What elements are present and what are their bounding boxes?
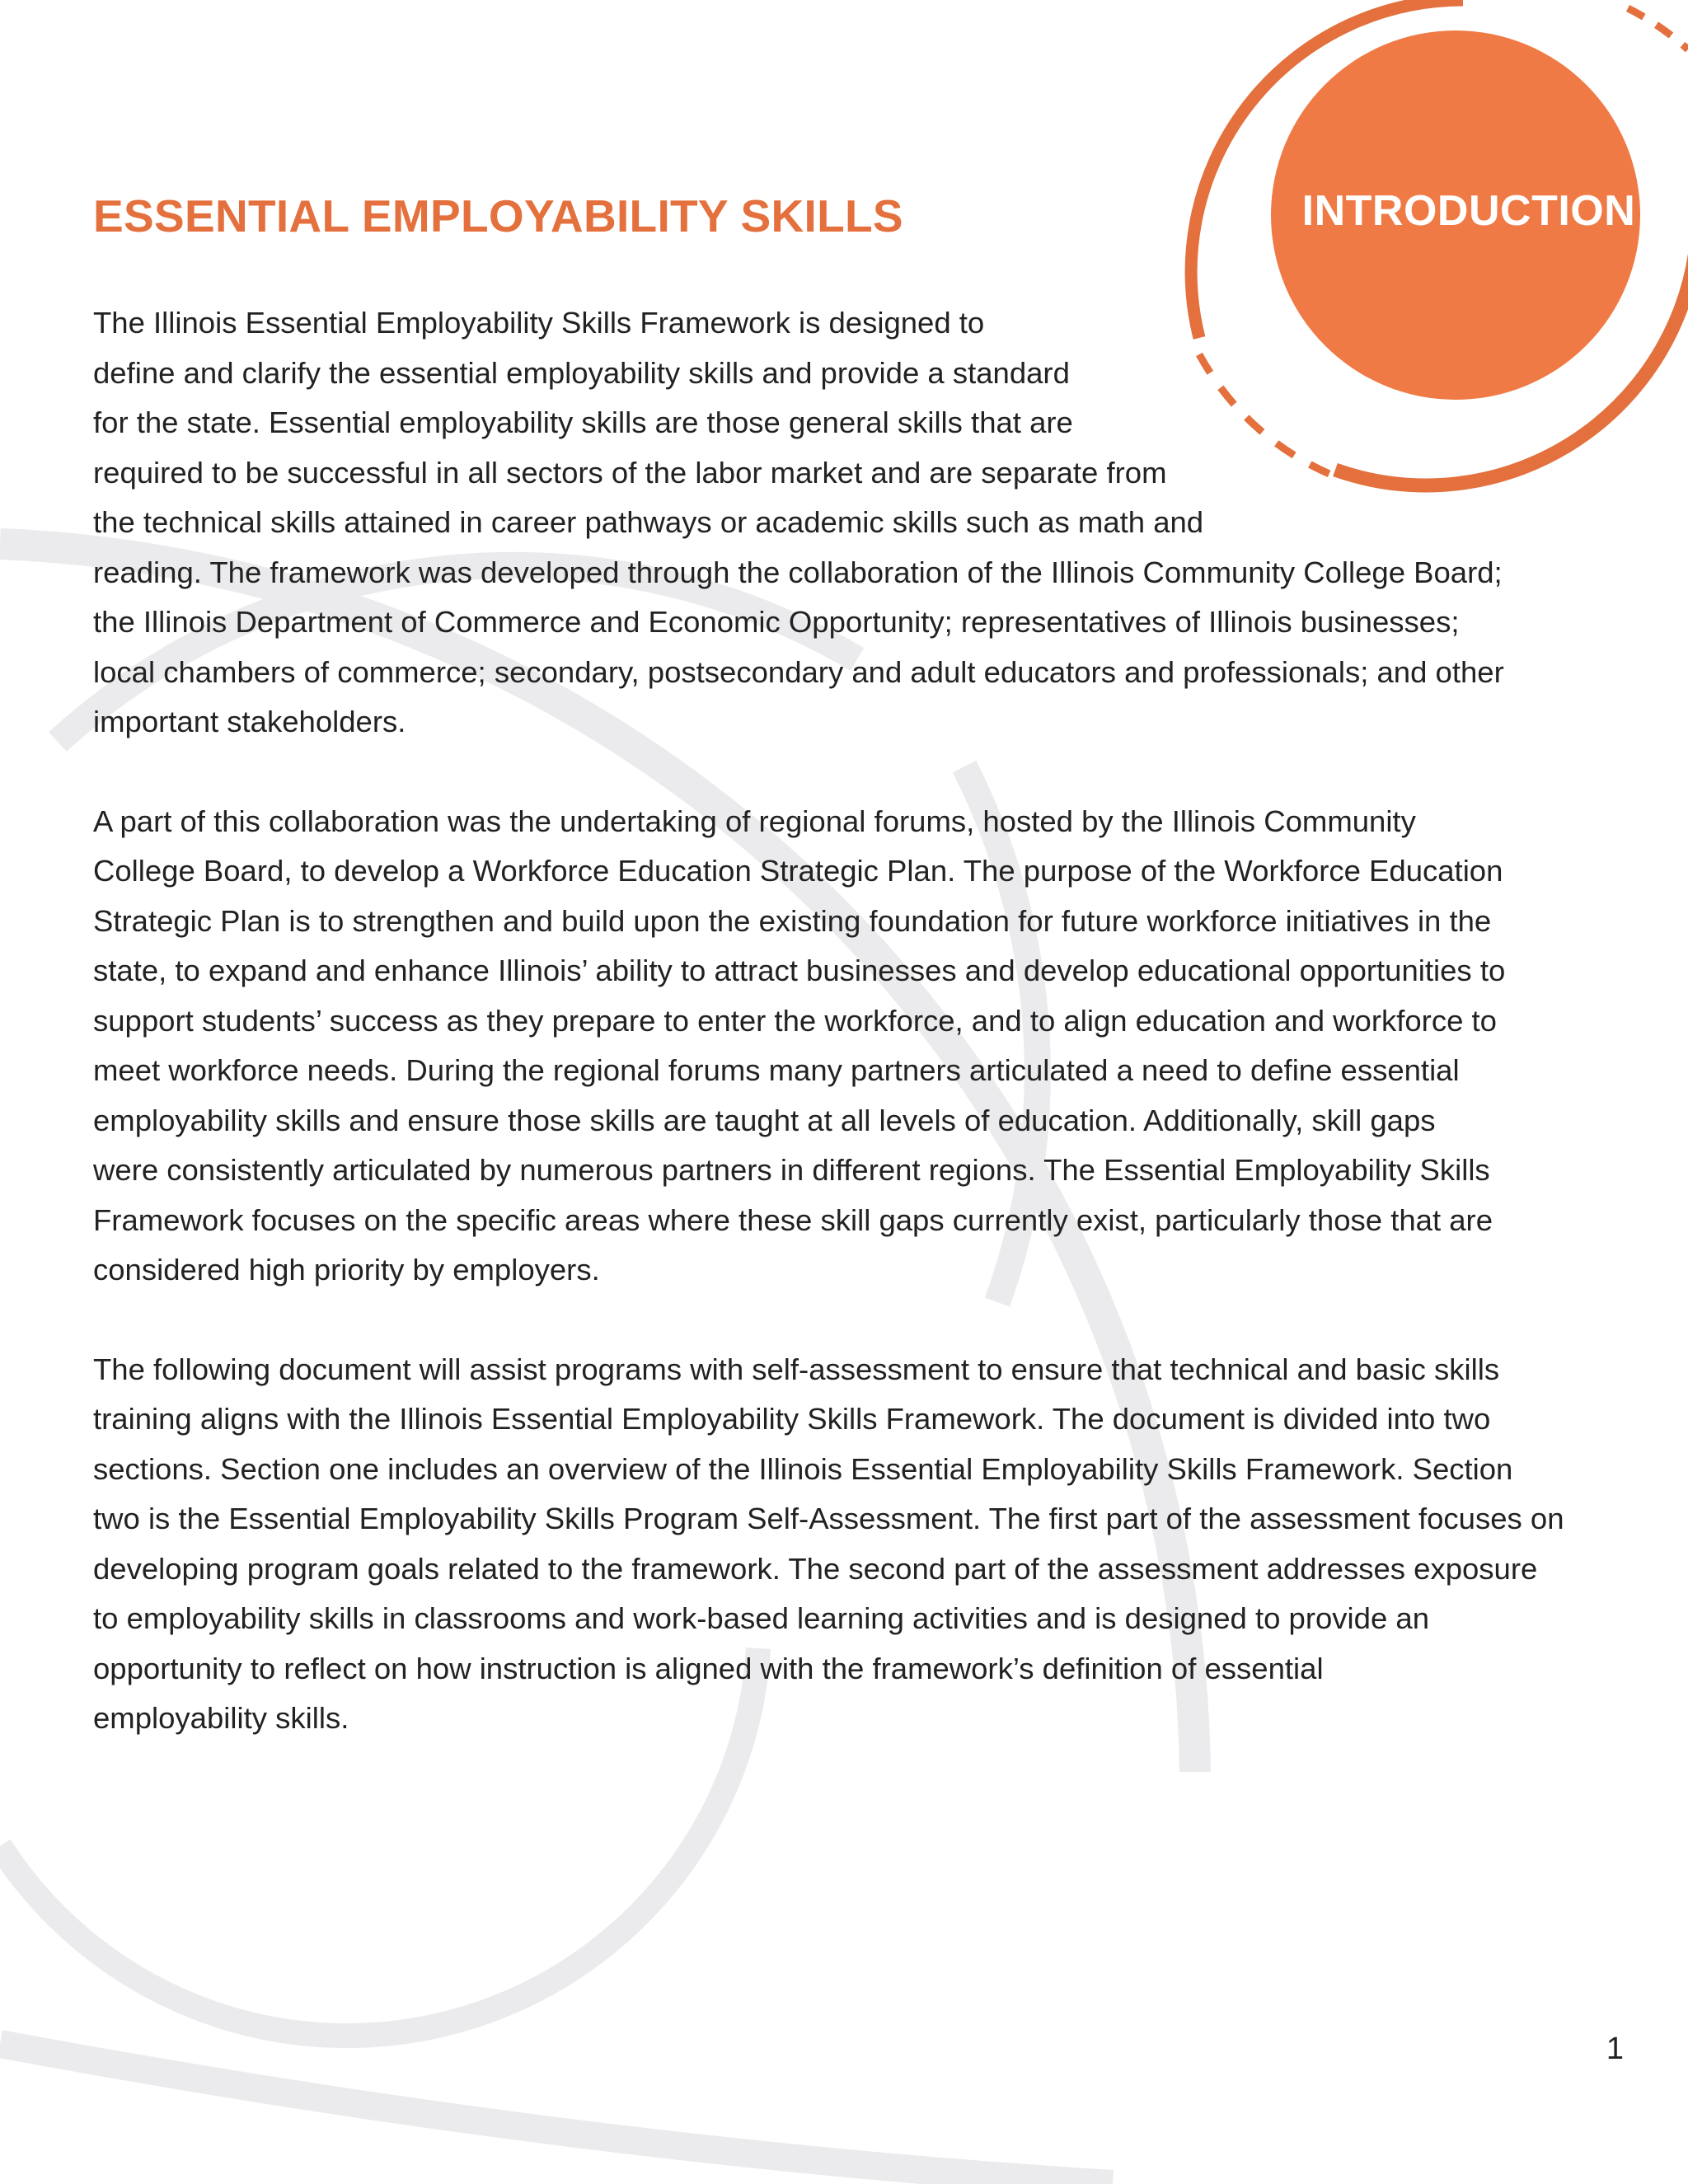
text-line: important stakeholders. [93,705,406,738]
text-line: meet workforce needs. During the regional forums many partners articulated a need to define essential [93,1053,1460,1087]
paragraph-1 [93,298,1643,748]
badge-top-dashed-arc [1628,8,1688,49]
text-line: two is the Essential Employability Skills Program Self-Assessment. The first part of the assessment focuses on [93,1502,1564,1535]
text-line: developing program goals related to the framework. The second part of the assessment addresses exposure [93,1551,1538,1586]
text-line: were consistently articulated by numerous partners in different regions. The Essential Employability Skills [93,1153,1490,1187]
section-badge-label: INTRODUCTION [1301,187,1636,235]
text-line: define and clarify the essential employability skills and provide a standard [93,355,1070,390]
page-number: 1 [1606,2032,1624,2066]
bottom-gray-arc [0,2044,1113,2184]
text-line: support students’ success as they prepare to enter the workforce, and to align education and workforce to [93,1003,1497,1038]
text-line: employability skills. [93,1701,349,1735]
text-line: state, to expand and enhance Illinois’ ability to attract businesses and develop educational opportunities to [93,954,1506,987]
text-line: The following document will assist programs with self-assessment to ensure that technical and basic skills [93,1352,1500,1386]
text-line: A part of this collaboration was the undertaking of regional forums, hosted by the Illinois Community [93,804,1416,838]
text-line: College Board, to develop a Workforce Education Strategic Plan. The purpose of the Workforce Education [93,854,1503,888]
page-title: ESSENTIAL EMPLOYABILITY SKILLS [93,190,903,241]
text-line: for the state. Essential employability skills are those general skills that are [93,405,1073,439]
text-line: The Illinois Essential Employability Skills Framework is designed to [93,306,985,340]
text-line: employability skills and ensure those skills are taught at all levels of education. Additionally, skill gaps [93,1103,1436,1137]
text-line: Strategic Plan is to strengthen and build upon the existing foundation for future workforce initiatives in the [93,903,1492,938]
text-line: local chambers of commerce; secondary, postsecondary and adult educators and professionals; and other [93,654,1504,689]
text-line: to employability skills in classrooms and work-based learning activities and is designed to provide an [93,1601,1430,1635]
text-line: considered high priority by employers. [93,1253,600,1286]
text-line: the Illinois Department of Commerce and Economic Opportunity; representatives of Illinois businesses; [93,605,1460,639]
text-line: sections. Section one includes an overview of the Illinois Essential Employability Skills Framework. Section [93,1451,1513,1486]
paragraph-2 [93,797,1643,1296]
text-line: Framework focuses on the specific areas where these skill gaps currently exist, particularly those that are [93,1202,1493,1237]
text-line: reading. The framework was developed through the collaboration of the Illinois Community College Board; [93,555,1503,589]
text-line: opportunity to reflect on how instruction is aligned with the framework’s definition of essential [93,1651,1324,1685]
text-line: training aligns with the Illinois Essential Employability Skills Framework. The document is divided into two [93,1402,1491,1436]
body-text [93,298,1643,1793]
text-line: the technical skills attained in career pathways or academic skills such as math and [93,505,1204,539]
text-line: required to be successful in all sectors of the labor market and are separate from [93,455,1167,490]
paragraph-3 [93,1345,1643,1744]
